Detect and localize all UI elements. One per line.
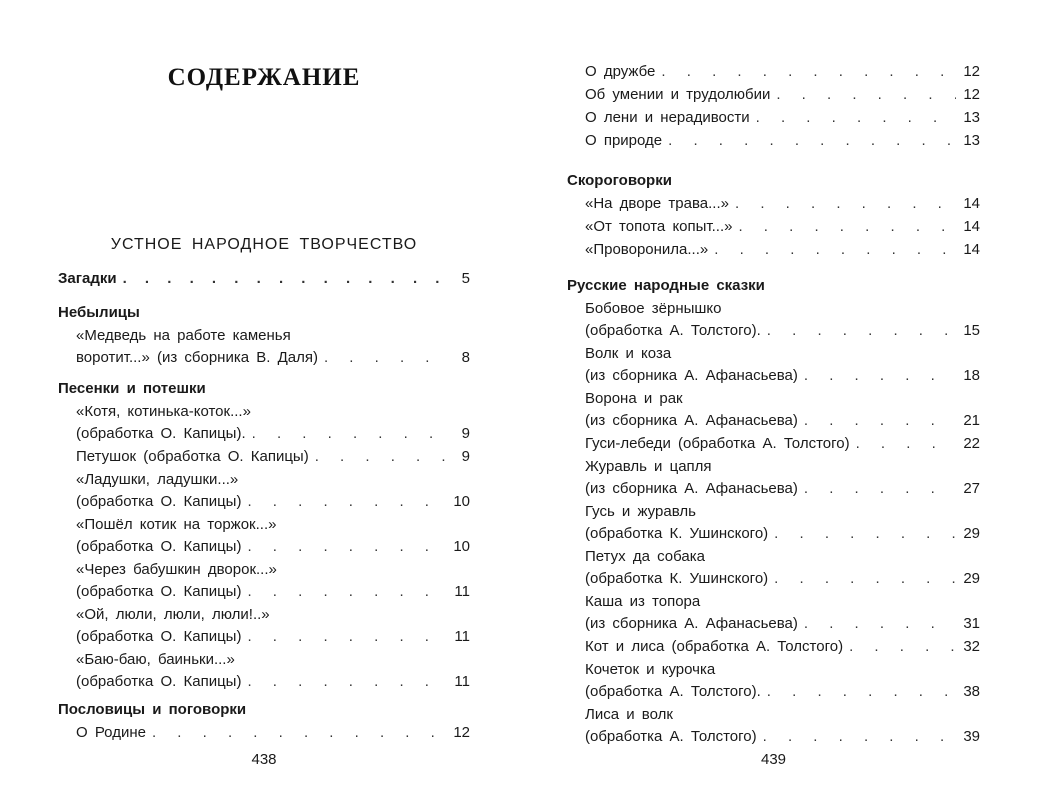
toc-page-number: 12 [963, 86, 980, 103]
toc-section-nebylitsy [58, 301, 470, 370]
toc-entry[interactable] [58, 559, 470, 603]
toc-entry-title: «Через бабушкин дворок...» [76, 561, 277, 578]
toc-entry-title: «Ладушки, ладушки...» [76, 471, 239, 488]
toc-entry-line [76, 671, 470, 693]
dot-leader [661, 61, 956, 83]
toc-entries [58, 401, 470, 693]
toc-entry-title: Кочеток и курочка [585, 661, 716, 678]
dot-leader [714, 239, 956, 261]
toc-page-number: 14 [963, 241, 980, 258]
toc-entry[interactable] [567, 388, 980, 432]
dot-leader [324, 347, 446, 369]
toc-page-number: 32 [963, 638, 980, 655]
toc-entry[interactable] [567, 107, 980, 129]
toc-page-number: 31 [963, 615, 980, 632]
toc-entry-line [585, 523, 980, 545]
toc-entry-source: (обработка О. Капицы) [76, 493, 242, 510]
toc-entry-title: О Родине [76, 724, 146, 741]
dot-leader [804, 365, 956, 387]
left-page [58, 0, 470, 800]
toc-entry-title: Волк и коза [585, 345, 672, 362]
toc-entries [58, 722, 470, 744]
dot-leader [247, 536, 446, 558]
dot-leader [738, 216, 956, 238]
toc-section-skorogovorki [567, 169, 980, 262]
toc-heading: Песенки и потешки [58, 380, 206, 397]
toc-entry-line [76, 446, 470, 468]
toc-page-number: 10 [453, 493, 470, 510]
toc-entry-title: Кот и лиса (обработка А. Толстого) [585, 638, 844, 655]
toc-entry[interactable] [567, 61, 980, 83]
toc-entry-title: Лиса и волк [585, 706, 673, 723]
toc-page-number: 13 [963, 109, 980, 126]
toc-page-number: 14 [963, 195, 980, 212]
toc-entry-source: воротит...» (из сборника В. Даля) [76, 349, 318, 366]
dot-leader [856, 433, 956, 455]
toc-entry[interactable] [58, 514, 470, 558]
toc-page-number: 10 [453, 538, 470, 555]
toc-entry-source: (из сборника А. Афанасьева) [585, 412, 798, 429]
toc-entry-source: (обработка К. Ушинского) [585, 570, 769, 587]
dot-leader [763, 726, 956, 748]
toc-entry-source: (из сборника А. Афанасьева) [585, 615, 798, 632]
toc-entry-line [585, 681, 980, 703]
toc-entry[interactable] [58, 649, 470, 693]
toc-entry[interactable] [567, 546, 980, 590]
dot-leader [767, 681, 956, 703]
toc-entry[interactable] [567, 704, 980, 748]
toc-entry-title: Гуси-лебеди (обработка А. Толстого) [585, 435, 850, 452]
toc-entry-line [76, 491, 470, 513]
toc-page-number: 29 [963, 570, 980, 587]
toc-entry[interactable] [567, 239, 980, 261]
toc-heading: Небылицы [58, 304, 140, 321]
toc-entry-line [585, 320, 980, 342]
toc-page-number: 22 [963, 435, 980, 452]
toc-heading: Загадки [58, 270, 117, 287]
dot-leader [756, 107, 956, 129]
toc-page-number: 29 [963, 525, 980, 542]
toc-entry[interactable] [567, 298, 980, 342]
toc-section-poslovitsy [58, 698, 470, 745]
toc-entry[interactable] [567, 433, 980, 455]
toc-entry-line [76, 536, 470, 558]
dot-leader [247, 626, 446, 648]
toc-entry-line [76, 347, 470, 369]
toc-entry[interactable] [567, 216, 980, 238]
toc-page-number: 27 [963, 480, 980, 497]
toc-entry[interactable] [567, 84, 980, 106]
toc-entry-title: Журавль и цапля [585, 458, 712, 475]
toc-entry-source: (обработка К. Ушинского) [585, 525, 769, 542]
toc-heading: Пословицы и поговорки [58, 701, 247, 718]
toc-entry[interactable] [58, 469, 470, 513]
toc-entry-line [585, 636, 980, 658]
toc-entry[interactable] [58, 446, 470, 468]
toc-entry-title: «От топота копыт...» [585, 218, 733, 235]
toc-entry[interactable] [567, 636, 980, 658]
toc-entry-line [585, 726, 980, 748]
toc-page-number: 8 [461, 349, 470, 366]
toc-section-pesenki [58, 377, 470, 694]
toc-entry[interactable] [567, 591, 980, 635]
toc-entry-title: Петух да собака [585, 548, 705, 565]
toc-entry-line [585, 365, 980, 387]
toc-page-number: 21 [963, 412, 980, 429]
dot-leader [776, 84, 956, 106]
dot-leader [774, 523, 956, 545]
toc-entry[interactable] [567, 659, 980, 703]
toc-entry-source: (обработка О. Капицы) [76, 673, 242, 690]
toc-entry-title: «Проворонила...» [585, 241, 709, 258]
toc-page-number: 11 [454, 673, 470, 690]
toc-heading: Русские народные сказки [567, 277, 765, 294]
dot-leader [767, 320, 956, 342]
toc-entry[interactable] [58, 401, 470, 445]
toc-entry-line [585, 613, 980, 635]
toc-entry-line [585, 410, 980, 432]
toc-entry-line [585, 433, 980, 455]
dot-leader [123, 267, 446, 291]
toc-entries [567, 193, 980, 261]
toc-section-zagadki [58, 267, 470, 291]
toc-entry-title: «Пошёл котик на торжок...» [76, 516, 277, 533]
toc-entry-line [585, 107, 980, 129]
toc-entry-source: (обработка А. Толстого). [585, 683, 761, 700]
toc-entry-title: Бобовое зёрнышко [585, 300, 722, 317]
toc-entry-title: «Котя, котинька-коток...» [76, 403, 251, 420]
toc-page-number: 15 [963, 322, 980, 339]
right-page [567, 0, 980, 800]
toc-entry-title: «Ой, люли, люли, люли!..» [76, 606, 270, 623]
toc-entry[interactable] [58, 325, 470, 369]
toc-section-skazki [567, 274, 980, 749]
toc-entry-line [76, 626, 470, 648]
toc-entry-line [585, 193, 980, 215]
toc-entry-title: «На дворе трава...» [585, 195, 729, 212]
toc-entry-title: «Медведь на работе каменья [76, 327, 291, 344]
toc-page-number: 11 [454, 628, 470, 645]
toc-entry-source: (обработка О. Капицы). [76, 425, 246, 442]
toc-entries [58, 325, 470, 369]
toc-entry[interactable] [567, 193, 980, 215]
dot-leader [774, 568, 956, 590]
section-title: УСТНОЕ НАРОДНОЕ ТВОРЧЕСТВО [110, 236, 418, 253]
toc-entry-source: (обработка О. Капицы) [76, 538, 242, 555]
dot-leader [247, 581, 446, 603]
toc-entry-line [585, 130, 980, 152]
toc-entry-source: (обработка О. Капицы) [76, 583, 242, 600]
toc-entry-title: Ворона и рак [585, 390, 683, 407]
toc-page-number: 14 [963, 218, 980, 235]
dot-leader [849, 636, 956, 658]
toc-entry-title: О природе [585, 132, 663, 149]
toc-page-number: 5 [461, 270, 470, 287]
toc-entry[interactable] [567, 343, 980, 387]
dot-leader [152, 722, 446, 744]
toc-section-poslovitsy-continued [567, 61, 980, 153]
toc-entry-title: Петушок (обработка О. Капицы) [76, 448, 309, 465]
toc-entries [567, 61, 980, 152]
dot-leader [668, 130, 956, 152]
toc-entry[interactable] [58, 604, 470, 648]
toc-entry-line [585, 84, 980, 106]
toc-entry-title: Гусь и журавль [585, 503, 696, 520]
toc-page-number: 13 [963, 132, 980, 149]
toc-entry-title: «Баю-баю, баиньки...» [76, 651, 235, 668]
toc-page-number: 12 [963, 63, 980, 80]
toc-entry-line [585, 568, 980, 590]
page-number: 439 [760, 751, 787, 768]
page-number: 438 [251, 751, 277, 768]
toc-page-number: 12 [453, 724, 470, 741]
toc-page-number: 18 [963, 367, 980, 384]
dot-leader [804, 613, 956, 635]
toc-page-number: 39 [963, 728, 980, 745]
toc-entry-line [76, 581, 470, 603]
toc-heading: Скороговорки [567, 172, 672, 189]
dot-leader [804, 410, 956, 432]
toc-entry-title: Об умении и трудолюбии [585, 86, 771, 103]
dot-leader [735, 193, 956, 215]
dot-leader [315, 446, 446, 468]
dot-leader [252, 423, 446, 445]
toc-entry-source: (из сборника А. Афанасьева) [585, 480, 798, 497]
toc-entry-title: О лени и нерадивости [585, 109, 750, 126]
toc-entry[interactable] [567, 456, 980, 500]
toc-entry-title: О дружбе [585, 63, 656, 80]
toc-entry-line [76, 423, 470, 445]
toc-entry-source: (из сборника А. Афанасьева) [585, 367, 798, 384]
toc-entry[interactable] [58, 722, 470, 744]
toc-heading-with-page[interactable] [58, 267, 470, 291]
page-title: СОДЕРЖАНИЕ [167, 64, 361, 91]
toc-entry-line [585, 478, 980, 500]
toc-entry-line [76, 722, 470, 744]
dot-leader [804, 478, 956, 500]
toc-page-number: 9 [461, 448, 470, 465]
dot-leader [247, 491, 446, 513]
toc-entry[interactable] [567, 501, 980, 545]
toc-entry-source: (обработка А. Толстого). [585, 322, 761, 339]
toc-entry-source: (обработка О. Капицы) [76, 628, 242, 645]
toc-entries [567, 298, 980, 748]
toc-entry-line [585, 216, 980, 238]
toc-entry-line [585, 239, 980, 261]
toc-entry-title: Каша из топора [585, 593, 701, 610]
toc-page-number: 9 [461, 425, 470, 442]
toc-page-number: 38 [963, 683, 980, 700]
toc-page-number: 11 [454, 583, 470, 600]
toc-entry-line [585, 61, 980, 83]
toc-entry[interactable] [567, 130, 980, 152]
dot-leader [247, 671, 446, 693]
toc-entry-source: (обработка А. Толстого) [585, 728, 757, 745]
